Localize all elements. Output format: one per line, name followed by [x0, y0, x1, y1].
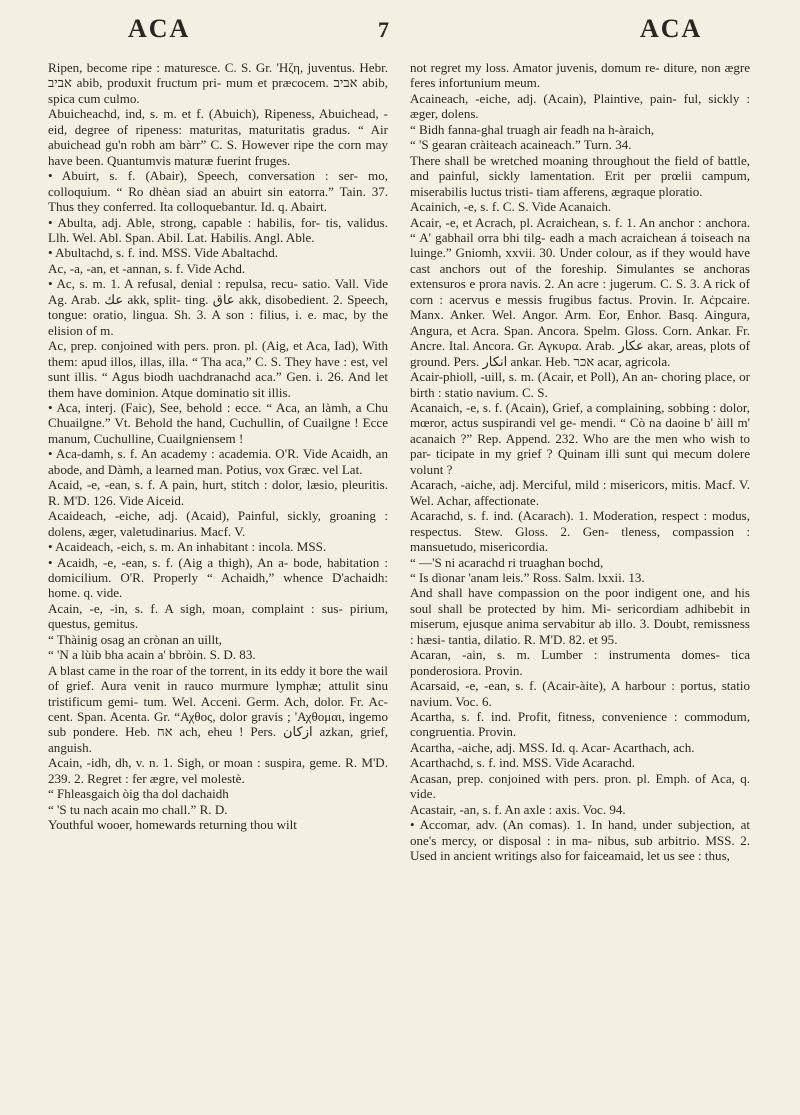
dictionary-entry: Acair-phioll, -uill, s. m. (Acair, et Poll), An an- choring place, or birth : statio navium. C. S. [410, 369, 750, 400]
dictionary-entry: • Accomar, adv. (An comas). 1. In hand, under subjection, at one's mercy, or disposal : in ma- nibus, sub arbitrio. MSS. 2. Used in ancient writings also for faiceamaid, let us see : thus, [410, 817, 750, 864]
dictionary-entry: Acaran, -ain, s. m. Lumber : instrumenta domes- tica ponderosiora. Provin. [410, 647, 750, 678]
dictionary-entry: Acarthachd, s. f. ind. MSS. Vide Acarachd. [410, 755, 636, 771]
dictionary-entry: Acain, -idh, dh, v. n. 1. Sigh, or moan : suspira, geme. R. M'D. 239. 2. Regret : fer ægre, vel molestè. [48, 755, 388, 786]
dictionary-entry: “ Thàinig osag an crònan an uillt, [48, 631, 223, 647]
dictionary-entry: • Abuirt, s. f. (Abair), Speech, conversation : ser- mo, colloquium. “ Ro dhèan siad an abuirt sin eatorra.” Tain. 37. Thus they conferred. Ita colloquebantur. Id. q. Abairt. [48, 168, 388, 215]
dictionary-entry: Acaideach, -eiche, adj. (Acaid), Painful, sickly, groaning : dolens, æger, valetudinarius. Macf. V. [48, 508, 388, 539]
dictionary-entry: “ 'N a lùib bha acain a' bbròin. S. D. 83. [48, 647, 256, 663]
dictionary-entry: There shall be wretched moaning throughout the field of battle, and painful, sickly lamentation. Erit per prœlii campum, miserabilis luctus tristi- tiam afferens, ægraque ploratio. [410, 152, 750, 199]
dictionary-entry: not regret my loss. Amator juvenis, domum re- diture, non ægre feres infortunium meum. [410, 60, 750, 91]
running-head-left: ACA [128, 14, 191, 43]
dictionary-entry: Acaineach, -eiche, adj. (Acain), Plaintive, pain- ful, sickly : æger, dolens. [410, 90, 750, 122]
dictionary-entry: Ac, prep. conjoined with pers. pron. pl. (Aig, et Aca, Iad), With them: apud illos, illas, illa. “ Tha aca,” C. S. They have : est, vel sunt illis. “ Agus biodh uachdranachd aca.” Gen. i. 26. And let them have dominion. Atque dominatio sit illis. [48, 338, 388, 400]
left-column [48, 60, 388, 833]
dictionary-entry: Acarach, -aiche, adj. Merciful, mild : misericors, mitis. Macf. V. Wel. Achar, affectionate. [410, 477, 750, 508]
dictionary-entry: • Acaidh, -e, -ean, s. f. (Aig a thigh), An a- bode, habitation : domicilium. O'R. Properly “ Achaidh,” whence D'achaidh: home. q. vide. [48, 554, 388, 601]
dictionary-entry: Acanaich, -e, s. f. (Acain), Grief, a complaining, sobbing : dolor, mœror, actus suspirandi vel ge- mendi. “ Cò na daoine b' àill m' acanaich ?” Rep. Append. 232. Who are the men who wish to par- ticipate in my grief ? Quinam illi sunt qui mecum dolere volunt ? [410, 399, 750, 477]
running-head-right: ACA [640, 14, 703, 43]
dictionary-entry: • Acaideach, -eich, s. m. An inhabitant : incola. MSS. [48, 539, 327, 555]
dictionary-entry: Acasan, prep. conjoined with pers. pron. pl. Emph. of Aca, q. vide. [410, 770, 750, 802]
dictionary-entry: “ Is dìonar 'anam leis.” Ross. Salm. lxxii. 13. [410, 569, 645, 585]
dictionary-entry: Youthful wooer, homewards returning thou wilt [48, 817, 297, 833]
dictionary-entry: Acainich, -e, s. f. C. S. Vide Acanaich. [410, 199, 612, 215]
dictionary-entry: • Ac, s. m. 1. A refusal, denial : repulsa, recu- satio. Vall. Vide Ag. Arab. عك akk, split- ting. عاق akk, disobedient. 2. Speech, tongue: oratio, lingua. Sh. 3. A son : filius, i. e. mac, by the elision of m. [48, 276, 388, 338]
dictionary-entry: • Abulta, adj. Able, strong, capable : habilis, for- tis, validus. Llh. Wel. Abl. Span. Abil. Lat. Habilis. Angl. Able. [48, 214, 388, 245]
dictionary-entry: Acarsaid, -e, -ean, s. f. (Acair-àite), A harbour : portus, statio navium. Voc. 6. [410, 678, 750, 709]
dictionary-entry: Acain, -e, -in, s. f. A sigh, moan, complaint : sus- pirium, questus, gemitus. [48, 600, 388, 632]
dictionary-entry: Acair, -e, et Acrach, pl. Acraichean, s. f. 1. An anchor : anchora. “ A' gabhail orra bhi tilg- eadh a mach acraichean á toiseach na luinge.” Gniomh, xxvii. 30. Under colour, as if they would have cast anchors out of the foreship. Simulantes se anchoras extensuros e prora navis. 2. An acre : jugerum. C. S. 3. A rick of corn : acervus e messis frugibus factus. Provin. Ir. Aċpcaire. Manx. Anker. Wel. Angor. Arm. Eor, Enhor. Basq. Aingura, Angura, et Acra. Span. Ancora. Spelm. Gloss. Corn. Ankar. Fr. Ancre. Ital. Ancora. Gr. Αγκυρα. Arab. عكار akar, areas, plots of ground. Pers. انکار ankar. Heb. אכר acar, agricola. [410, 214, 750, 369]
dictionary-entry: “ Fhleasgaich òig tha dol dachaidh [48, 786, 229, 802]
dictionary-entry: Abuicheachd, ind, s. m. et f. (Abuich), Ripeness, Abuichead, -eid, degree of ripeness: maturitas, maturitatis gradus. “ Air abuichead gu'n robh am bàrr” C. S. However ripe the corn may have been. Quantumvis maturæ fuerint fruges. [48, 106, 388, 168]
dictionary-entry: • Aca-damh, s. f. An academy : academia. O'R. Vide Acaidh, an abode, and Dàmh, a learned man. Potius, vox Græc. vel Lat. [48, 446, 388, 477]
dictionary-entry: • Aca, interj. (Faic), See, behold : ecce. “ Aca, an làmh, a Chu Chuailgne.” Vt. Behold the hand, Cuchullin, of Cuailgne ! Ecce manum, Cuchulline, Cuailgniensem ! [48, 399, 388, 446]
dictionary-entry: Acarachd, s. f. ind. (Acarach). 1. Moderation, respect : modus, respectus. Stew. Gloss. 2. Gen- tleness, compassion : mansuetudo, misericordia. [410, 508, 750, 555]
dictionary-entry: “ 'S tu nach acain mo chall.” R. D. [48, 801, 228, 817]
right-column [410, 60, 750, 864]
dictionary-entry: “ —'S ni acarachd ri truaghan bochd, [410, 554, 604, 570]
dictionary-entry: Ac, -a, -an, et -annan, s. f. Vide Achd. [48, 260, 246, 276]
dictionary-entry: Ripen, become ripe : maturesce. C. S. Gr. 'Hζη, juventus. Hebr. אביב abib, produxit fructum pri- mum et præcocem. אביב abib, spica cum culmo. [48, 60, 388, 106]
dictionary-entry: Acastair, -an, s. f. An axle : axis. Voc. 94. [410, 801, 626, 817]
dictionary-entry: • Abultachd, s. f. ind. MSS. Vide Abaltachd. [48, 245, 279, 261]
dictionary-entry: Acaid, -e, -ean, s. f. A pain, hurt, stitch : dolor, læsio, pleuritis. R. M'D. 126. Vide Aiceid. [48, 477, 388, 508]
dictionary-entry: A blast came in the roar of the torrent, in its eddy it bore the wail of grief. Aura venit in rauco murmure lymphæ; attulit sinu tristificum gemi- tum. Wel. Acceni. Germ. Ach, dolor. Fr. Ac- cent. Span. Acenta. Gr. “Αχθος, dolor gravis ; 'Αχθομαι, ingemo sub pondere. Heb. אח ach, eheu ! Pers. ازکان azkan, grief, anguish. [48, 662, 388, 755]
dictionary-entry: Acartha, -aiche, adj. MSS. Id. q. Acar- Acarthach, ach. [410, 739, 695, 755]
dictionary-entry: And shall have compassion on the poor indigent one, and his soul shall be protected by him. Mi- sericordiam adhibebit in miserum, ejusque anima servabitur ab illo. 3. Doubt, remissness : hæsi- tantia, dilatio. R. M'D. 82. et 95. [410, 585, 750, 647]
dictionary-entry: “ Bidh fanna-ghal truagh air feadh na h-àraich, [410, 121, 655, 137]
dictionary-entry: “ 'S gearan cràiteach acaineach.” Turn. 34. [410, 137, 632, 153]
dictionary-entry: Acartha, s. f. ind. Profit, fitness, convenience : commodum, congruentia. Provin. [410, 709, 750, 740]
page-header [0, 14, 800, 54]
page-number: 7 [378, 17, 391, 42]
